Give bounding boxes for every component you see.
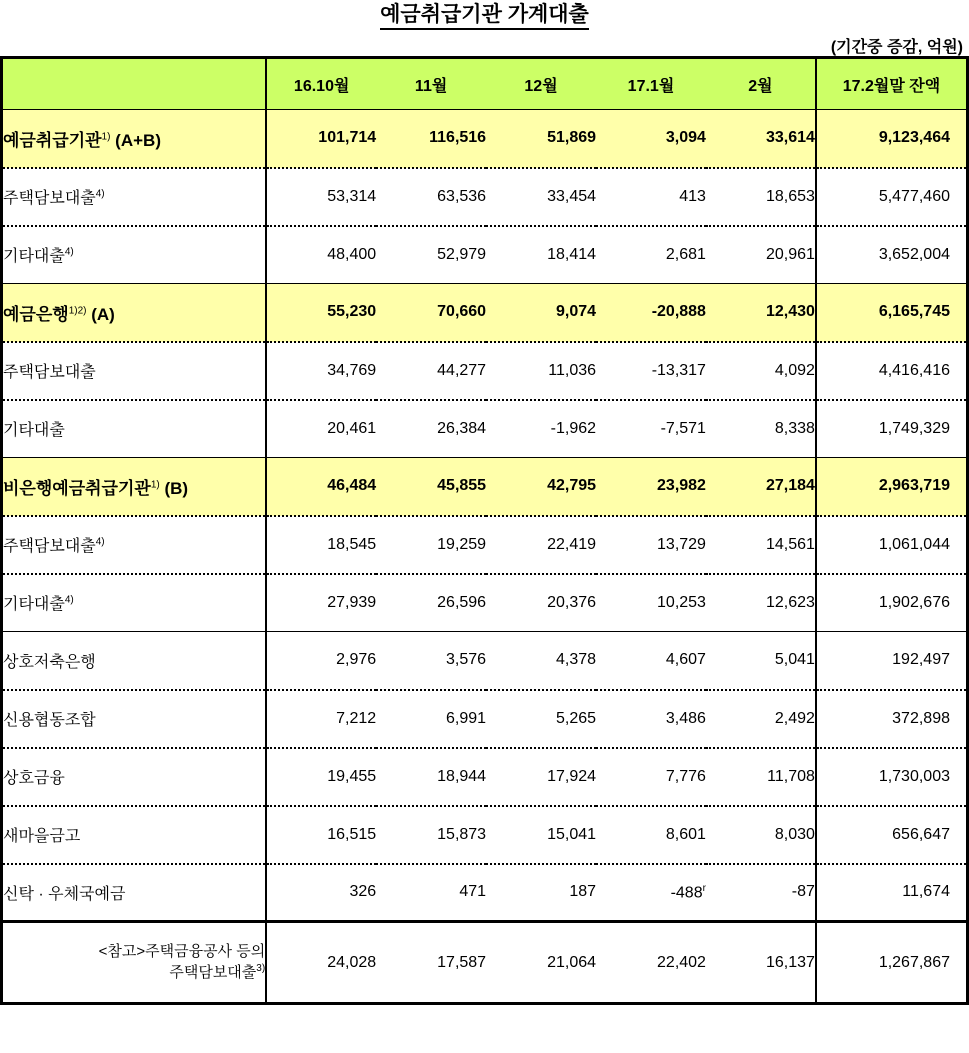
table-cell-value bbox=[376, 516, 486, 574]
table-row bbox=[2, 400, 968, 458]
table-cell-value bbox=[706, 458, 816, 516]
table-cell-value bbox=[816, 748, 968, 806]
table-cell-value bbox=[596, 284, 706, 342]
unit-note: (기간중 증감, 억원) bbox=[830, 39, 963, 56]
cell-number: 19,455 bbox=[327, 767, 377, 785]
row-label bbox=[2, 458, 267, 516]
table-cell-value bbox=[376, 458, 486, 516]
cell-number: 5,477,460 bbox=[878, 187, 950, 205]
cell-number: 21,064 bbox=[547, 953, 597, 971]
row-label-footnote-marker: 4) bbox=[95, 188, 105, 200]
cell-number: 18,944 bbox=[437, 767, 487, 785]
cell-number: 34,769 bbox=[327, 361, 377, 379]
table-row bbox=[2, 690, 968, 748]
table-cell-value bbox=[706, 168, 816, 226]
cell-number: 9,123,464 bbox=[878, 129, 950, 147]
table-cell-value bbox=[486, 690, 596, 748]
row-label-text: 기타대출 bbox=[3, 422, 65, 440]
cell-number: 372,898 bbox=[892, 709, 950, 727]
cell-number: 13,729 bbox=[657, 535, 706, 553]
table-row bbox=[2, 168, 968, 226]
row-label-footnote-marker: 4) bbox=[64, 594, 74, 606]
table-cell-value bbox=[816, 168, 968, 226]
table-cell-value bbox=[596, 516, 706, 574]
cell-number: 70,660 bbox=[437, 303, 487, 321]
row-label-text: 주택담보대출 bbox=[3, 364, 96, 381]
table-cell-value bbox=[816, 458, 968, 516]
cell-number: 17,587 bbox=[437, 953, 487, 971]
cell-number: -488 bbox=[670, 883, 703, 901]
table-cell-value bbox=[596, 748, 706, 806]
table-cell-value bbox=[266, 574, 376, 632]
table-cell-value bbox=[486, 516, 596, 574]
table-cell-value bbox=[376, 690, 486, 748]
cell-number: 27,939 bbox=[327, 593, 377, 611]
cell-number: 2,976 bbox=[336, 651, 377, 669]
page-title: 예금취급기관 가계대출 bbox=[380, 3, 589, 30]
row-label bbox=[2, 226, 267, 284]
table-cell-value bbox=[596, 226, 706, 284]
footer-footnote-marker: 3) bbox=[256, 963, 266, 974]
row-label-text: 주택담보대출 bbox=[3, 538, 96, 555]
row-label-text: 기타대출 bbox=[3, 248, 65, 266]
cell-number: 63,536 bbox=[437, 187, 487, 205]
cell-number: 33,454 bbox=[547, 187, 597, 205]
table-cell-value bbox=[266, 458, 376, 516]
table-row bbox=[2, 458, 968, 516]
footer-cell-value bbox=[596, 922, 706, 1004]
cell-number: 5,265 bbox=[555, 709, 597, 727]
table-cell-value bbox=[706, 110, 816, 168]
table-cell-value bbox=[706, 748, 816, 806]
cell-number: -1,962 bbox=[550, 419, 597, 437]
table-cell-value bbox=[266, 806, 376, 864]
table-cell-value bbox=[596, 168, 706, 226]
cell-number: 52,979 bbox=[437, 245, 487, 263]
table-row bbox=[2, 342, 968, 400]
table-cell-value bbox=[376, 748, 486, 806]
cell-number: 33,614 bbox=[765, 129, 815, 147]
column-header-0: 16.10월 bbox=[266, 58, 376, 110]
cell-number: 116,516 bbox=[429, 129, 487, 147]
cell-number: 7,212 bbox=[336, 709, 377, 727]
table-cell-value bbox=[376, 400, 486, 458]
cell-number: 19,259 bbox=[437, 535, 487, 553]
table-cell-value bbox=[816, 690, 968, 748]
table-cell-value bbox=[706, 864, 816, 922]
cell-number: 15,873 bbox=[437, 825, 487, 843]
cell-number: 4,092 bbox=[774, 361, 815, 379]
cell-number: 471 bbox=[459, 883, 487, 901]
table-cell-value bbox=[376, 574, 486, 632]
cell-number: 17,924 bbox=[547, 767, 597, 785]
table-cell-value bbox=[706, 806, 816, 864]
cell-number: 44,277 bbox=[437, 361, 487, 379]
cell-number: 326 bbox=[349, 883, 377, 901]
table-cell-value bbox=[816, 342, 968, 400]
table-cell-value bbox=[706, 400, 816, 458]
cell-number: 8,338 bbox=[774, 419, 815, 437]
cell-number: 6,165,745 bbox=[878, 303, 950, 321]
footer-label-line1: <참고>주택금융공사 등의 bbox=[98, 942, 266, 960]
cell-number: 4,607 bbox=[665, 651, 706, 669]
row-label bbox=[2, 748, 267, 806]
table-cell-value bbox=[486, 458, 596, 516]
table-cell-value bbox=[706, 690, 816, 748]
row-label-text: 상호금융 bbox=[3, 770, 65, 787]
household-loan-table bbox=[0, 56, 969, 1005]
cell-number: 7,776 bbox=[665, 767, 706, 785]
row-label bbox=[2, 632, 267, 690]
cell-number: 11,674 bbox=[902, 883, 950, 901]
cell-number: 187 bbox=[569, 883, 597, 901]
cell-number: 9,074 bbox=[555, 303, 597, 321]
table-cell-value bbox=[486, 400, 596, 458]
table-cell-value bbox=[266, 400, 376, 458]
row-label bbox=[2, 806, 267, 864]
cell-number: 15,041 bbox=[547, 825, 597, 843]
cell-number: 3,486 bbox=[665, 709, 706, 727]
cell-number: 53,314 bbox=[327, 187, 377, 205]
table-cell-value bbox=[486, 284, 596, 342]
column-header-1: 11월 bbox=[376, 58, 486, 110]
table-cell-value bbox=[376, 110, 486, 168]
cell-number: 48,400 bbox=[327, 245, 377, 263]
table-cell-value bbox=[486, 168, 596, 226]
table-cell-value bbox=[706, 516, 816, 574]
table-cell-value bbox=[816, 400, 968, 458]
cell-number: 24,028 bbox=[327, 953, 377, 971]
table-cell-value bbox=[266, 168, 376, 226]
cell-number: 20,961 bbox=[765, 245, 815, 263]
footer-cell-value bbox=[486, 922, 596, 1004]
table-cell-value bbox=[266, 110, 376, 168]
header-label-cell bbox=[2, 58, 267, 110]
cell-number: 12,430 bbox=[765, 303, 815, 321]
table-cell-value bbox=[486, 864, 596, 922]
footer-cell-value bbox=[376, 922, 486, 1004]
cell-number: -87 bbox=[791, 883, 815, 901]
table-cell-value bbox=[596, 110, 706, 168]
cell-number: 22,402 bbox=[657, 953, 706, 971]
cell-number: 1,730,003 bbox=[878, 767, 950, 785]
cell-number: 18,653 bbox=[765, 187, 815, 205]
row-label-text: 상호저축은행 bbox=[3, 653, 96, 671]
row-label-text: 주택담보대출 bbox=[3, 190, 96, 207]
cell-number: 1,902,676 bbox=[878, 593, 950, 611]
table-cell-value bbox=[266, 632, 376, 690]
cell-number: 6,991 bbox=[446, 709, 487, 727]
cell-number: 101,714 bbox=[318, 129, 377, 147]
row-label-footnote-marker: 4) bbox=[64, 246, 74, 258]
column-header-5: 17.2월말 잔액 bbox=[816, 58, 968, 110]
cell-number: 4,378 bbox=[555, 651, 597, 669]
cell-number: 27,184 bbox=[765, 477, 815, 495]
cell-number: -20,888 bbox=[651, 303, 706, 321]
table-cell-value bbox=[816, 806, 968, 864]
cell-number: 11,036 bbox=[548, 361, 597, 379]
cell-number: -7,571 bbox=[660, 419, 706, 437]
row-label-text: 비은행예금취급기관 bbox=[3, 478, 151, 498]
cell-number: 42,795 bbox=[547, 477, 597, 495]
row-label bbox=[2, 400, 267, 458]
table-cell-value bbox=[486, 342, 596, 400]
table-cell-value bbox=[596, 458, 706, 516]
cell-number: 2,492 bbox=[774, 709, 815, 727]
footer-row-label bbox=[2, 922, 267, 1004]
column-header-4: 2월 bbox=[706, 58, 816, 110]
table-cell-value bbox=[596, 574, 706, 632]
cell-number: 3,094 bbox=[665, 129, 706, 147]
footer-cell-value bbox=[816, 922, 968, 1004]
table-cell-value bbox=[816, 284, 968, 342]
table-cell-value bbox=[816, 516, 968, 574]
table-cell-value bbox=[376, 632, 486, 690]
row-label bbox=[2, 342, 267, 400]
table-row bbox=[2, 110, 968, 168]
table-cell-value bbox=[486, 226, 596, 284]
row-label bbox=[2, 168, 267, 226]
row-label-text: 예금은행 bbox=[3, 304, 69, 324]
table-row bbox=[2, 574, 968, 632]
row-label-text: 새마을금고 bbox=[3, 828, 81, 845]
cell-number: 3,576 bbox=[446, 651, 487, 669]
title-container bbox=[0, 0, 969, 30]
cell-number: 4,416,416 bbox=[878, 361, 950, 379]
table-cell-value bbox=[596, 342, 706, 400]
table-cell-value bbox=[486, 110, 596, 168]
table-cell-value bbox=[376, 342, 486, 400]
row-label bbox=[2, 864, 267, 922]
row-label-text: 기타대출 bbox=[3, 596, 65, 614]
cell-number: 51,869 bbox=[547, 129, 597, 147]
row-label-suffix: (A+B) bbox=[110, 130, 161, 150]
cell-number: 1,749,329 bbox=[878, 419, 950, 437]
cell-number: 8,030 bbox=[774, 825, 815, 843]
footer-cell-value bbox=[266, 922, 376, 1004]
row-label-footnote-marker: 1)2) bbox=[68, 305, 87, 317]
cell-number: 14,561 bbox=[765, 535, 815, 553]
table-cell-value bbox=[486, 574, 596, 632]
row-label-footnote-marker: 1) bbox=[101, 131, 111, 143]
cell-number: 2,963,719 bbox=[878, 477, 950, 495]
cell-number: 18,545 bbox=[327, 535, 377, 553]
table-cell-value bbox=[266, 864, 376, 922]
table-cell-value bbox=[486, 632, 596, 690]
cell-number: 45,855 bbox=[437, 477, 487, 495]
cell-number: 8,601 bbox=[665, 825, 706, 843]
table-cell-value bbox=[376, 806, 486, 864]
table-row bbox=[2, 864, 968, 922]
table-cell-value bbox=[266, 690, 376, 748]
table-cell-value bbox=[706, 632, 816, 690]
table-cell-value bbox=[376, 864, 486, 922]
table-row bbox=[2, 632, 968, 690]
unit-note-container bbox=[0, 30, 969, 56]
cell-number: 1,267,867 bbox=[878, 953, 950, 971]
table-cell-value bbox=[816, 632, 968, 690]
table-row bbox=[2, 516, 968, 574]
row-label bbox=[2, 284, 267, 342]
table-cell-value bbox=[376, 168, 486, 226]
table-row bbox=[2, 226, 968, 284]
table-row bbox=[2, 284, 968, 342]
table-cell-value bbox=[486, 806, 596, 864]
cell-number: 46,484 bbox=[327, 477, 377, 495]
cell-number: 192,497 bbox=[892, 651, 950, 669]
table-cell-value bbox=[596, 864, 706, 922]
cell-number: 413 bbox=[679, 187, 706, 205]
row-label-suffix: (B) bbox=[159, 478, 189, 498]
table-header bbox=[2, 58, 968, 110]
cell-number: 16,137 bbox=[765, 953, 815, 971]
table-row bbox=[2, 748, 968, 806]
table-cell-value bbox=[596, 690, 706, 748]
table-cell-value bbox=[706, 284, 816, 342]
cell-number: 11,708 bbox=[767, 767, 815, 785]
table-cell-value bbox=[816, 226, 968, 284]
cell-number: 26,384 bbox=[437, 419, 487, 437]
table-cell-value bbox=[376, 226, 486, 284]
table-cell-value bbox=[596, 400, 706, 458]
table-cell-value bbox=[486, 748, 596, 806]
header-row bbox=[2, 58, 968, 110]
table-cell-value bbox=[596, 806, 706, 864]
row-label-footnote-marker: 4) bbox=[95, 536, 105, 548]
table-cell-value bbox=[266, 748, 376, 806]
cell-number: 10,253 bbox=[657, 593, 706, 611]
cell-number: 656,647 bbox=[892, 825, 950, 843]
footer-label-line2: 주택담보대출$^{3)}$ bbox=[169, 963, 266, 981]
row-label bbox=[2, 110, 267, 168]
cell-number: 26,596 bbox=[437, 593, 487, 611]
cell-number: 22,419 bbox=[547, 535, 597, 553]
row-label bbox=[2, 690, 267, 748]
table-cell-value bbox=[266, 516, 376, 574]
cell-number: 12,623 bbox=[765, 593, 815, 611]
cell-revision-marker: r bbox=[702, 882, 706, 894]
cell-number: -13,317 bbox=[651, 361, 706, 379]
table-cell-value bbox=[816, 574, 968, 632]
row-label-text: 예금취급기관 bbox=[3, 130, 102, 150]
row-label-text: 신용협동조합 bbox=[3, 712, 96, 729]
row-label-text: 신탁 · 우체국예금 bbox=[3, 885, 126, 903]
cell-number: 23,982 bbox=[657, 477, 706, 495]
table-cell-value bbox=[266, 226, 376, 284]
table-cell-value bbox=[706, 226, 816, 284]
row-label-footnote-marker: 1) bbox=[150, 479, 160, 491]
table-cell-value bbox=[266, 342, 376, 400]
cell-number: 1,061,044 bbox=[878, 535, 950, 553]
cell-number: 55,230 bbox=[327, 303, 377, 321]
table-cell-value bbox=[816, 110, 968, 168]
cell-number: 20,461 bbox=[327, 419, 377, 437]
column-header-2: 12월 bbox=[486, 58, 596, 110]
cell-number: 5,041 bbox=[774, 651, 815, 669]
cell-number: 16,515 bbox=[327, 825, 377, 843]
row-label bbox=[2, 516, 267, 574]
cell-number: 2,681 bbox=[665, 245, 706, 263]
cell-number: 18,414 bbox=[547, 245, 597, 263]
footer-cell-value bbox=[706, 922, 816, 1004]
table-cell-value bbox=[376, 284, 486, 342]
table-body bbox=[2, 110, 968, 1004]
cell-number: 20,376 bbox=[547, 593, 597, 611]
table-cell-value bbox=[706, 342, 816, 400]
table-cell-value bbox=[706, 574, 816, 632]
table-cell-value bbox=[596, 632, 706, 690]
row-label-suffix: (A) bbox=[86, 304, 115, 324]
table-row bbox=[2, 806, 968, 864]
table-cell-value bbox=[816, 864, 968, 922]
row-label bbox=[2, 574, 267, 632]
table-cell-value bbox=[266, 284, 376, 342]
column-header-3: 17.1월 bbox=[596, 58, 706, 110]
cell-number: 3,652,004 bbox=[878, 245, 950, 263]
footer-reference-row bbox=[2, 922, 968, 1004]
